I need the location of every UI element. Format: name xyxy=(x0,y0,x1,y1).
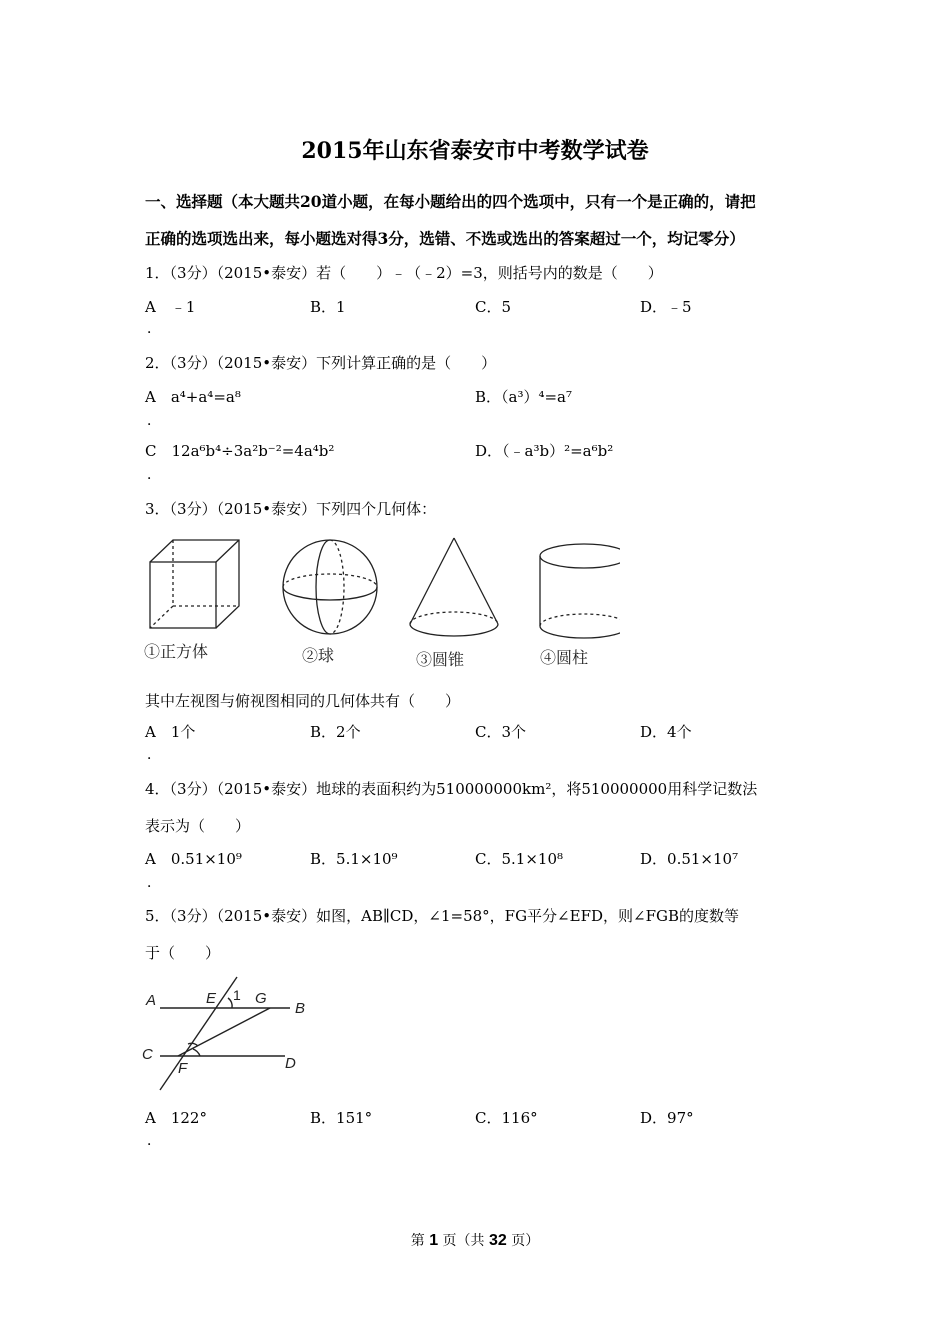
q2-dot-cd: ． xyxy=(147,467,161,483)
label-b: B xyxy=(295,1000,306,1017)
footer-total-pages: 32 xyxy=(489,1232,507,1249)
q1-option-b: B．1 xyxy=(310,298,346,316)
q4-option-c: C．5.1×10⁸ xyxy=(475,850,564,868)
line-fg xyxy=(178,1008,270,1056)
cylinder-top xyxy=(540,544,620,568)
q4-dot: ． xyxy=(147,875,161,891)
q5-stem-line1: 5．（3分）（2015•泰安）如图，AB∥CD，∠1=58°，FG平分∠EFD，则∠FGB的度数等 xyxy=(145,907,739,925)
q4-option-a: A 0.51×10⁹ xyxy=(145,850,242,868)
q3-question: 其中左视图与俯视图相同的几何体共有（ ） xyxy=(145,692,461,710)
footer-suffix: 页） xyxy=(506,1233,540,1249)
q5-option-d: D．97° xyxy=(640,1109,694,1127)
q4-option-d: D．0.51×10⁷ xyxy=(640,850,739,868)
q5-parallel-lines-figure xyxy=(140,972,320,1092)
q2-option-a: A a⁴+a⁴=a⁸ xyxy=(145,388,241,406)
q3-option-b: B．2个 xyxy=(310,723,361,741)
label-cylinder: ④圆柱 xyxy=(540,650,589,667)
angle-1-arc xyxy=(228,998,232,1008)
q3-option-c: C．3个 xyxy=(475,723,527,741)
cube-front-face xyxy=(150,562,216,628)
q3-option-d: D．4个 xyxy=(640,723,692,741)
q2-option-b: B．（a³）⁴=a⁷ xyxy=(475,388,573,406)
q4-stem-line2: 表示为（ ） xyxy=(145,817,251,835)
label-c: C xyxy=(142,1046,153,1063)
q3-option-a: A 1个 xyxy=(145,723,196,741)
q3-dot: ． xyxy=(147,747,161,763)
q1-option-d: D．﹣5 xyxy=(640,298,692,316)
q5-dot: ． xyxy=(147,1133,161,1149)
cone-left-side xyxy=(410,538,454,624)
sphere-outline xyxy=(283,540,377,634)
section-heading-line2: 正确的选项选出来，每小题选对得3分，选错、不选或选出的答案超过一个，均记零分） xyxy=(145,229,745,248)
q5-option-b: B．151° xyxy=(310,1109,373,1127)
q1-option-c: C．5 xyxy=(475,298,512,316)
q5-option-c: C．116° xyxy=(475,1109,538,1127)
q1-option-a: A ﹣1 xyxy=(145,298,196,316)
q5-stem-line2: 于（ ） xyxy=(145,944,221,962)
footer-prefix: 第 xyxy=(410,1233,430,1249)
page-title: 2015年山东省泰安市中考数学试卷 xyxy=(301,138,649,164)
q1-stem: 1．（3分）（2015•泰安）若（ ）﹣（﹣2）=3，则括号内的数是（ ） xyxy=(145,264,663,282)
q1-dot: ． xyxy=(147,321,161,337)
cube-edge xyxy=(216,540,239,562)
q4-stem-line1: 4．（3分）（2015•泰安）地球的表面积约为510000000km²，将510000000用科学记数法 xyxy=(145,780,758,798)
label-angle-1: 1 xyxy=(233,987,241,1003)
label-cone: ③圆锥 xyxy=(416,652,465,669)
sphere-meridian-back xyxy=(330,540,344,634)
label-cube: ①正方体 xyxy=(144,644,209,661)
cone-base-front xyxy=(410,624,498,636)
line-ef xyxy=(160,977,237,1090)
q3-stem: 3．（3分）（2015•泰安）下列四个几何体： xyxy=(145,500,437,518)
sphere-equator-back xyxy=(283,574,377,587)
label-a: A xyxy=(146,992,157,1009)
cone-right-side xyxy=(454,538,498,624)
q2-option-d: D．（﹣a³b）²=a⁶b² xyxy=(475,442,614,460)
label-d: D xyxy=(285,1055,296,1072)
page-footer xyxy=(0,1230,950,1250)
q5-option-a: A 122° xyxy=(145,1109,207,1127)
section-heading-line1: 一、选择题（本大题共20道小题，在每小题给出的四个选项中，只有一个是正确的，请把 xyxy=(145,192,756,211)
sphere-meridian-front xyxy=(316,540,330,634)
sphere-equator-front xyxy=(283,587,377,600)
q2-option-c: C 12a⁶b⁴÷3a²b⁻²=4a⁴b² xyxy=(145,442,335,460)
label-sphere: ②球 xyxy=(302,648,335,665)
cylinder-base-front xyxy=(540,626,620,638)
label-e: E xyxy=(206,990,217,1007)
cylinder-base-back xyxy=(540,614,620,626)
q2-dot-ab: ． xyxy=(147,413,161,429)
q4-option-b: B．5.1×10⁹ xyxy=(310,850,398,868)
label-g: G xyxy=(255,990,267,1007)
footer-mid: 页（共 xyxy=(438,1233,489,1249)
q2-stem: 2．（3分）（2015•泰安）下列计算正确的是（ ） xyxy=(145,354,497,372)
q3-solids-figure xyxy=(140,530,620,675)
label-f: F xyxy=(178,1060,188,1077)
footer-page-number: 1 xyxy=(429,1232,439,1249)
cone-base-back xyxy=(410,612,498,624)
angle-arc-gfd xyxy=(193,1049,200,1056)
